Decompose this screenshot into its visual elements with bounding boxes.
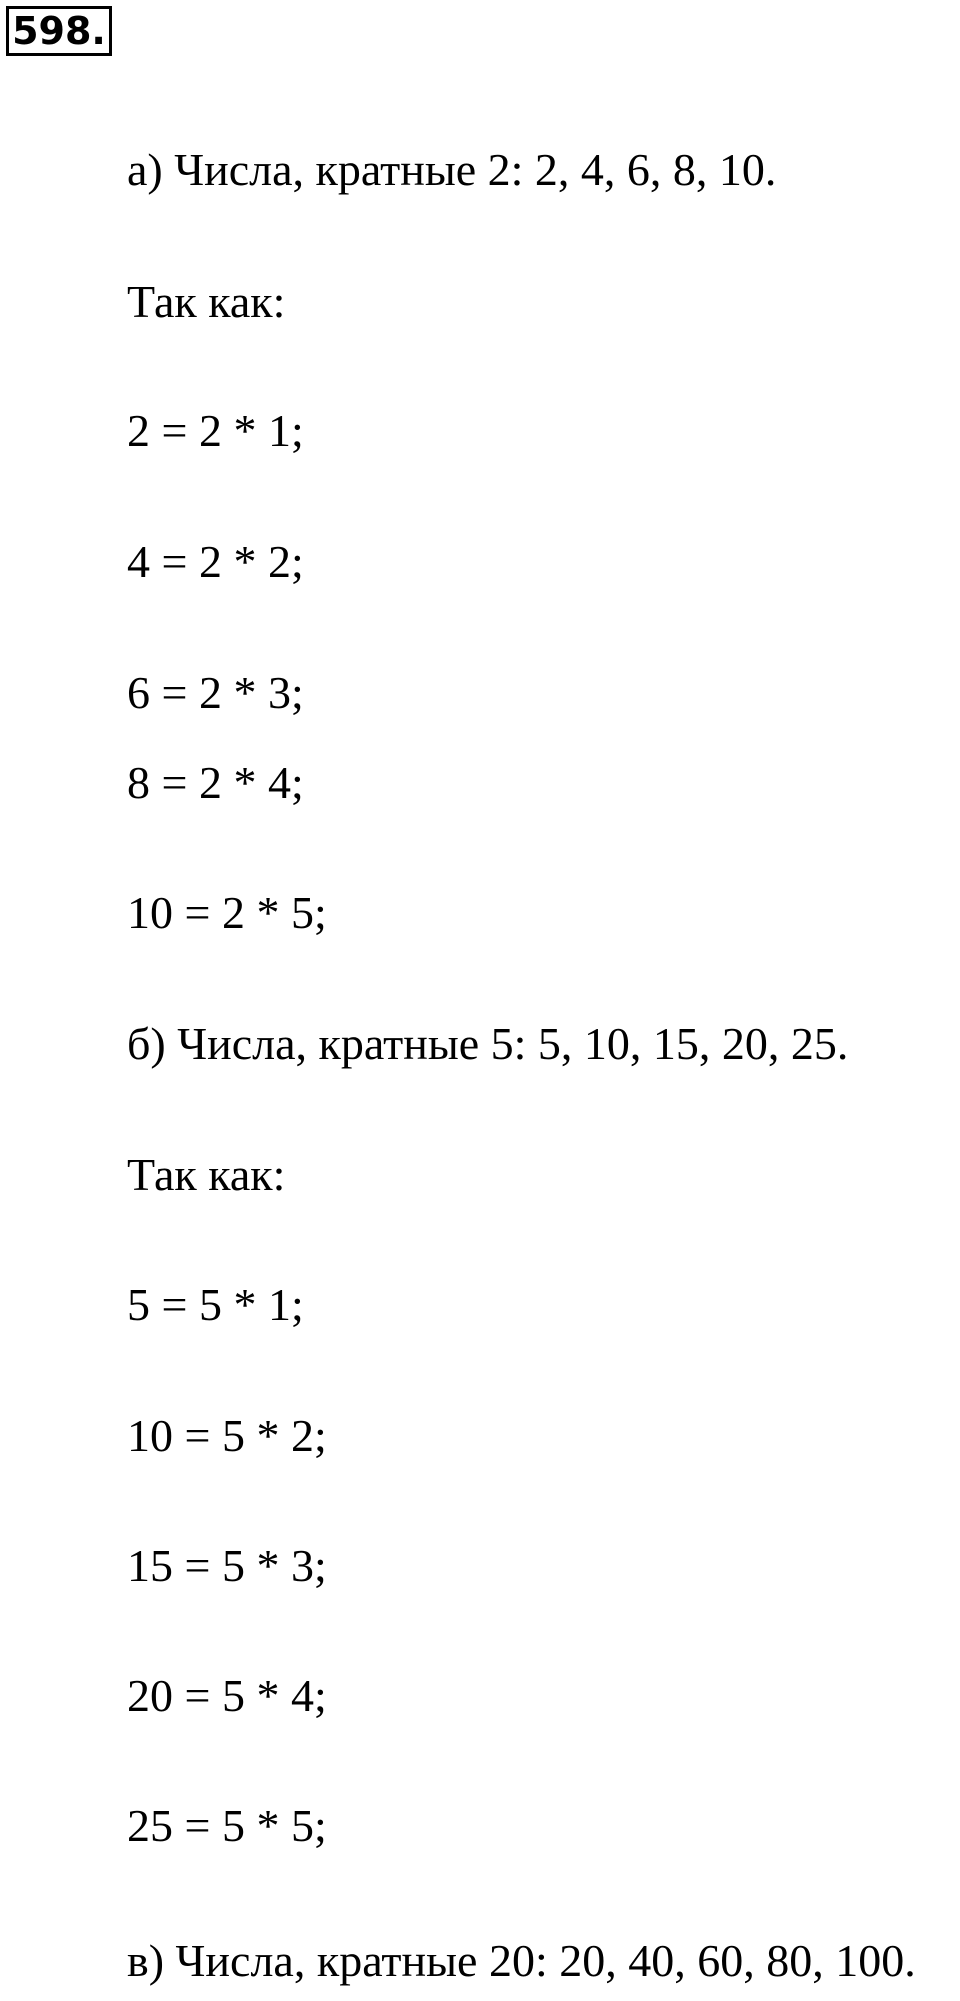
part-b-equation-2: 10 = 5 * 2; — [127, 1410, 327, 1461]
part-b-equation-4: 20 = 5 * 4; — [127, 1670, 327, 1721]
part-c-statement: в) Числа, кратные 20: 20, 40, 60, 80, 100. — [127, 1935, 916, 1986]
part-b-equation-1: 5 = 5 * 1; — [127, 1279, 304, 1330]
part-a-equation-5: 10 = 2 * 5; — [127, 887, 327, 938]
part-a-equation-3: 6 = 2 * 3; — [127, 667, 304, 718]
part-b-because: Так как: — [127, 1149, 286, 1200]
part-a-statement: а) Числа, кратные 2: 2, 4, 6, 8, 10. — [127, 144, 777, 195]
part-a-equation-2: 4 = 2 * 2; — [127, 536, 304, 587]
part-b-statement: б) Числа, кратные 5: 5, 10, 15, 20, 25. — [127, 1018, 849, 1069]
part-b-equation-5: 25 = 5 * 5; — [127, 1800, 327, 1851]
part-a-equation-1: 2 = 2 * 1; — [127, 405, 304, 456]
part-a-because: Так как: — [127, 276, 286, 327]
part-b-equation-3: 15 = 5 * 3; — [127, 1540, 327, 1591]
part-a-equation-4: 8 = 2 * 4; — [127, 757, 304, 808]
problem-number: 598. — [6, 6, 112, 56]
